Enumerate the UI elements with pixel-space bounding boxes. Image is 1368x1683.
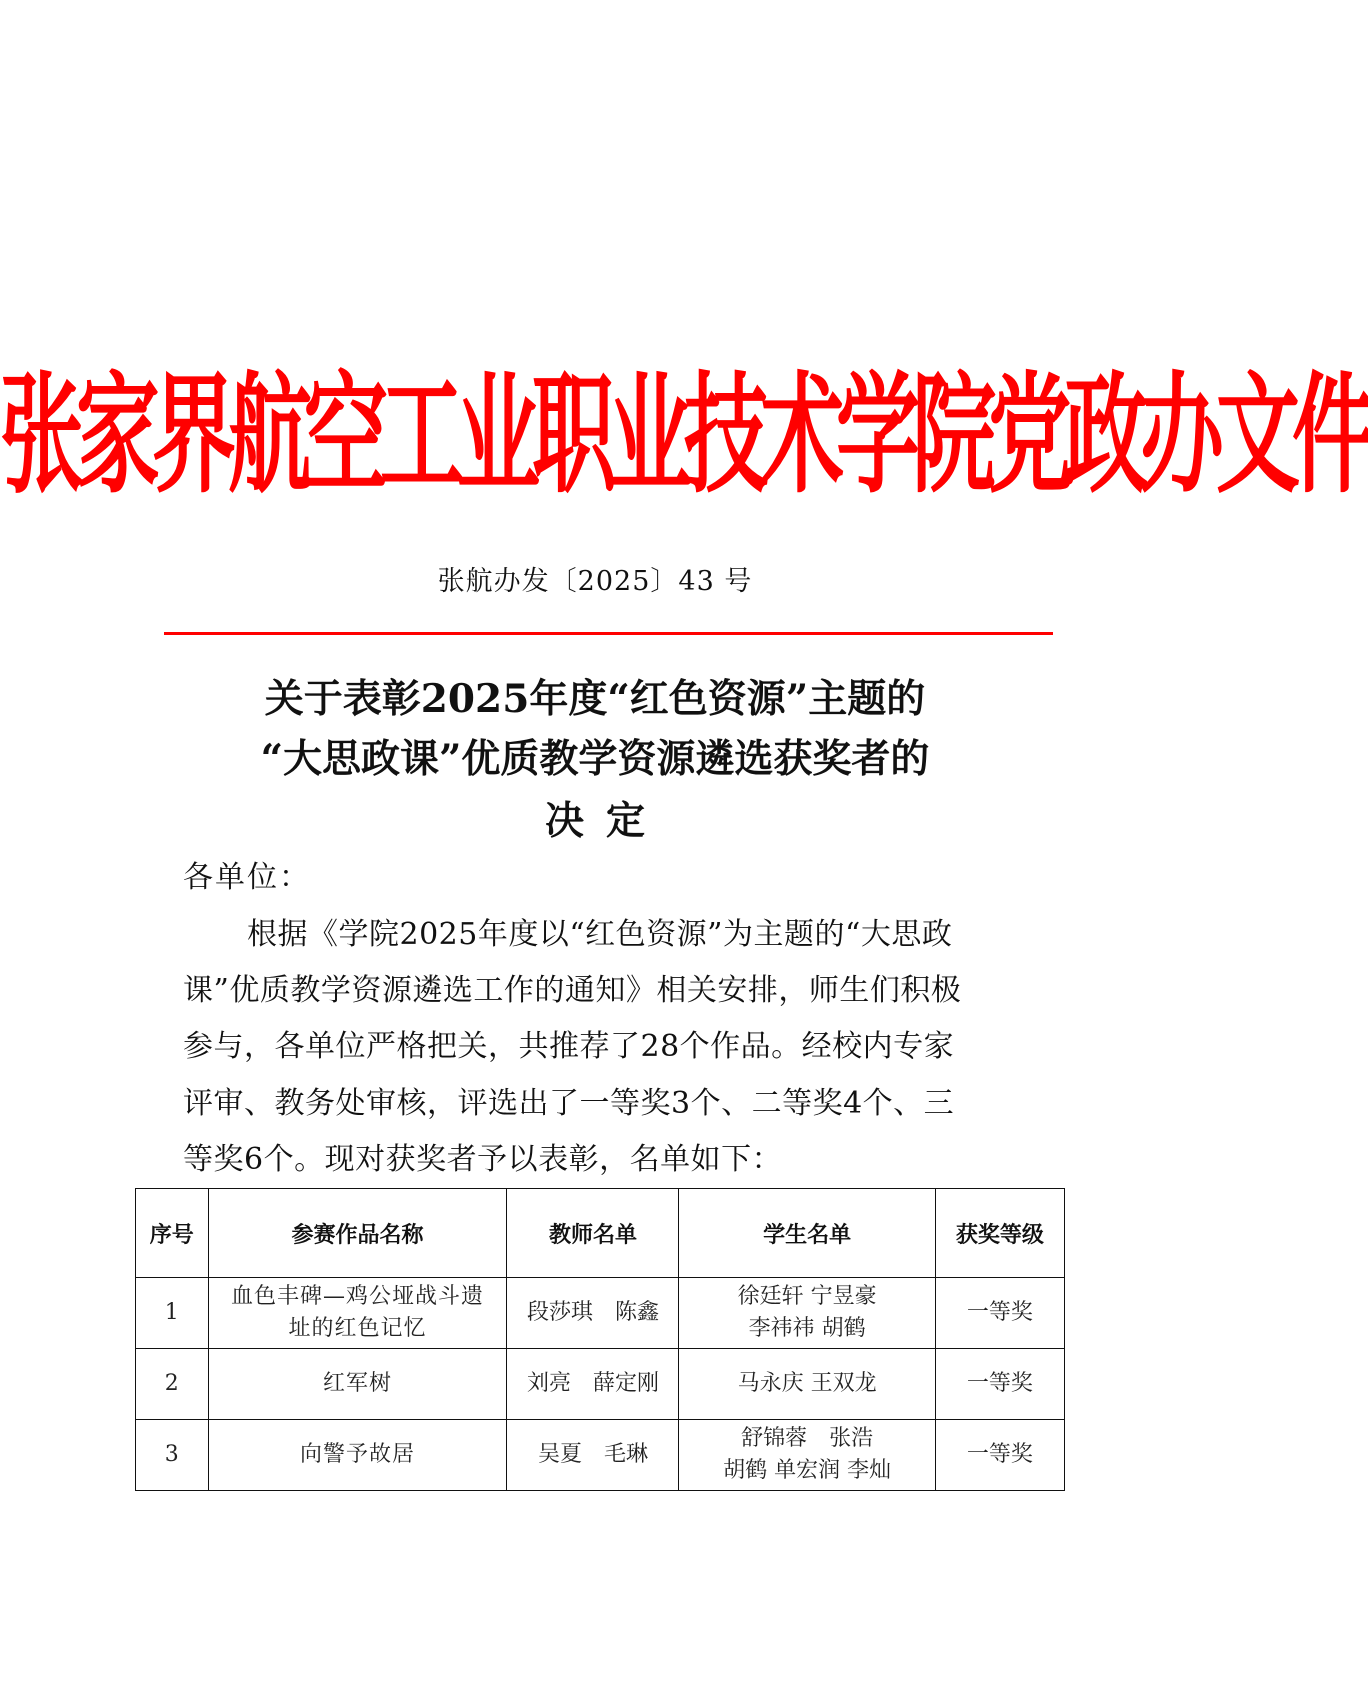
student-names-line: 徐廷轩 宁昱豪 (737, 1284, 877, 1309)
teacher-names: 段莎琪 陈鑫 (507, 1278, 679, 1349)
work-title-line: 红军树 (323, 1371, 393, 1396)
body-paragraph-line: 参与，各单位严格把关，共推荐了28个作品。经校内专家 (183, 1029, 955, 1064)
table-row (136, 1420, 1065, 1491)
table-header-row (136, 1189, 1065, 1278)
work-title (208, 1420, 507, 1491)
award-level: 一等奖 (935, 1278, 1064, 1349)
student-names (679, 1349, 935, 1420)
body-paragraph-line: 等奖6个。现对获奖者予以表彰，名单如下： (183, 1142, 783, 1177)
header-award-level: 获奖等级 (935, 1189, 1064, 1278)
awards-table (135, 1188, 1065, 1491)
teacher-names: 刘亮 薛定刚 (507, 1349, 679, 1420)
row-number: 2 (136, 1349, 209, 1420)
student-names (679, 1278, 935, 1349)
award-level: 一等奖 (935, 1420, 1064, 1491)
red-divider-line (164, 632, 1053, 635)
student-names (679, 1420, 935, 1491)
header-students: 学生名单 (679, 1189, 935, 1278)
work-title-line: 向警予故居 (300, 1442, 416, 1467)
document-number: 张航办发〔2025〕43 号 (437, 566, 753, 597)
award-level: 一等奖 (935, 1349, 1064, 1420)
student-names-line: 李祎祎 胡鹤 (748, 1316, 866, 1341)
body-paragraph-line: 评审、教务处审核，评选出了一等奖3个、二等奖4个、三 (183, 1086, 955, 1121)
table-row (136, 1278, 1065, 1349)
title-line-1: 关于表彰2025年度“红色资源”主题的 (264, 676, 926, 722)
body-paragraph-line: 课”优质教学资源遴选工作的通知》相关安排，师生们积极 (183, 973, 962, 1008)
work-title (208, 1278, 507, 1349)
row-number: 3 (136, 1420, 209, 1491)
table-row (136, 1349, 1065, 1420)
header-teachers: 教师名单 (507, 1189, 679, 1278)
student-names-line: 马永庆 王双龙 (737, 1371, 877, 1396)
student-names-line: 胡鹤 单宏润 李灿 (723, 1458, 892, 1483)
header-work-title: 参赛作品名称 (208, 1189, 507, 1278)
title-line-2: “大思政课”优质教学资源遴选获奖者的 (260, 736, 930, 782)
work-title-line: 址的红色记忆 (288, 1316, 427, 1341)
header-serial-no: 序号 (136, 1189, 209, 1278)
row-number: 1 (136, 1278, 209, 1349)
work-title (208, 1349, 507, 1420)
teacher-names: 吴夏 毛琳 (507, 1420, 679, 1491)
body-paragraph-line: 根据《学院2025年度以“红色资源”为主题的“大思政 (247, 917, 953, 952)
document-masthead: 张家界航空工业职业技术学院党政办文件 (0, 359, 1368, 512)
title-line-3: 决定 (544, 798, 667, 844)
work-title-line: 血色丰碑—鸡公垭战斗遗 (231, 1284, 485, 1309)
student-names-line: 舒锦蓉 张浩 (741, 1426, 874, 1451)
salutation: 各单位： (183, 860, 311, 895)
